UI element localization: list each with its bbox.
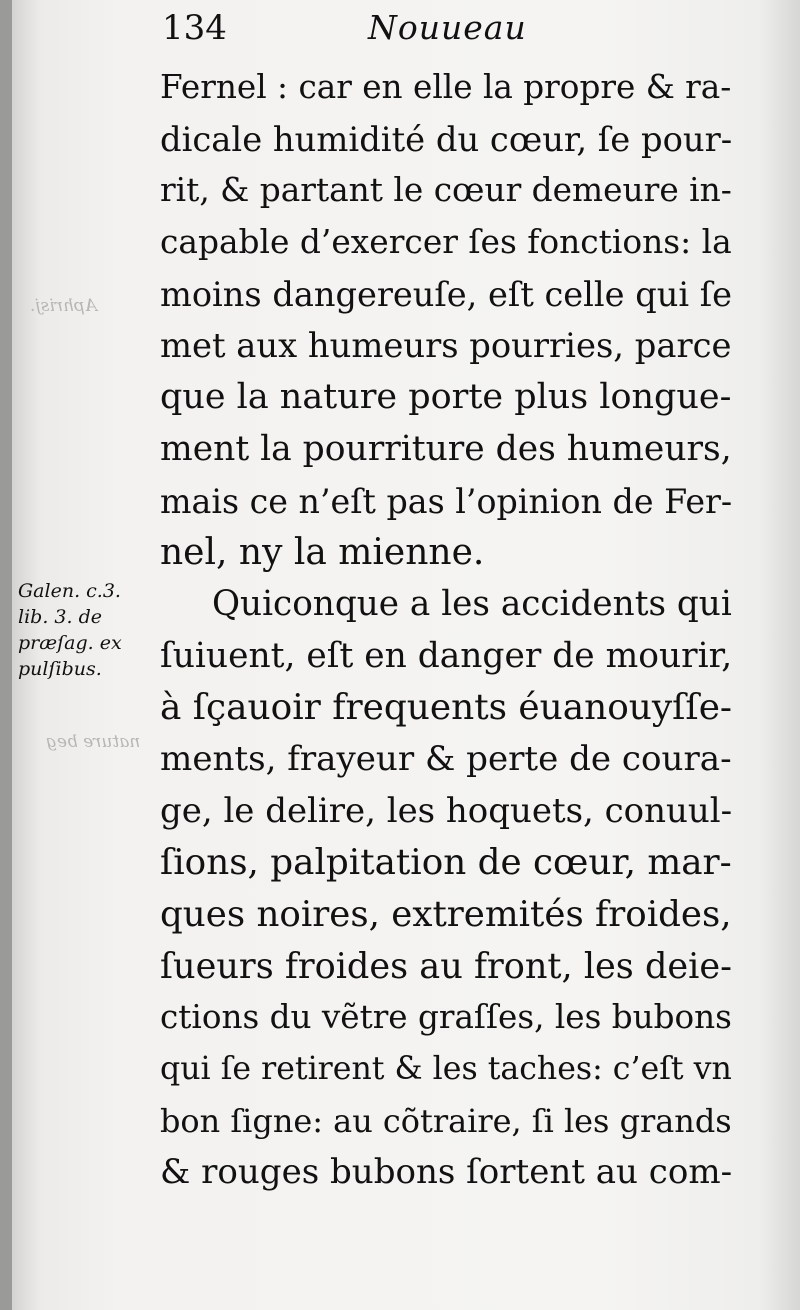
text-line: à ſçauoir frequents éuanouyſſe- — [160, 687, 733, 729]
page-number: 134 — [162, 8, 227, 48]
body-text — [160, 62, 732, 1199]
paragraph-first-line: Quiconque a les accidents qui — [212, 583, 732, 624]
marginal-note-line: præſag. ex — [18, 632, 122, 654]
text-line: ques noires, extremités froides, — [160, 894, 732, 935]
running-head: Nouueau — [368, 8, 527, 47]
bleed-through-text: Aphrisj. — [30, 296, 98, 316]
text-line: ſueurs froides au front, les deie- — [160, 945, 732, 987]
text-line: ment la pourriture des humeurs, — [160, 428, 732, 469]
text-line: que la nature porte plus longue- — [160, 377, 732, 418]
text-line: nel, ny la mienne. — [160, 532, 485, 574]
text-line: ſions, palpitation de cœur, mar- — [160, 842, 732, 884]
text-line: ge, le delire, les hoquets, conuul- — [160, 790, 733, 831]
text-line: capable d’exercer ſes fonctions: la — [160, 223, 732, 262]
page-header — [158, 8, 718, 58]
text-line: ſuiuent, eſt en danger de mourir, — [160, 635, 733, 676]
marginal-note-line: Galen. c.3. — [18, 580, 121, 602]
text-line: & rouges bubons ſortent au com- — [160, 1152, 733, 1193]
text-line: bon ſigne: au cõtraire, ſi les grands — [160, 1101, 732, 1140]
bleed-through-text: nature beg — [46, 732, 141, 752]
text-line: qui ſe retirent & les taches: c’eſt vn — [160, 1051, 732, 1088]
text-line: met aux humeurs pourries, parce — [160, 326, 732, 366]
text-line: Fernel : car en elle la propre & ra- — [160, 68, 732, 106]
text-line: ctions du vẽtre graſſes, les bubons — [160, 998, 732, 1037]
text-line: dicale humidité du cœur, ſe pour- — [160, 119, 733, 159]
text-line: moins dangereuſe, eſt celle qui ſe — [160, 274, 733, 314]
marginal-note-line: pulſibus. — [18, 658, 102, 680]
marginal-note-line: lib. 3. de — [18, 606, 102, 628]
text-line: mais ce n’eſt pas l’opinion de Fer- — [160, 481, 733, 521]
text-line: rit, & partant le cœur demeure in- — [160, 171, 732, 210]
text-line: ments, frayeur & perte de coura- — [160, 738, 732, 779]
binding-shadow — [0, 0, 12, 1310]
marginal-note — [18, 578, 158, 682]
